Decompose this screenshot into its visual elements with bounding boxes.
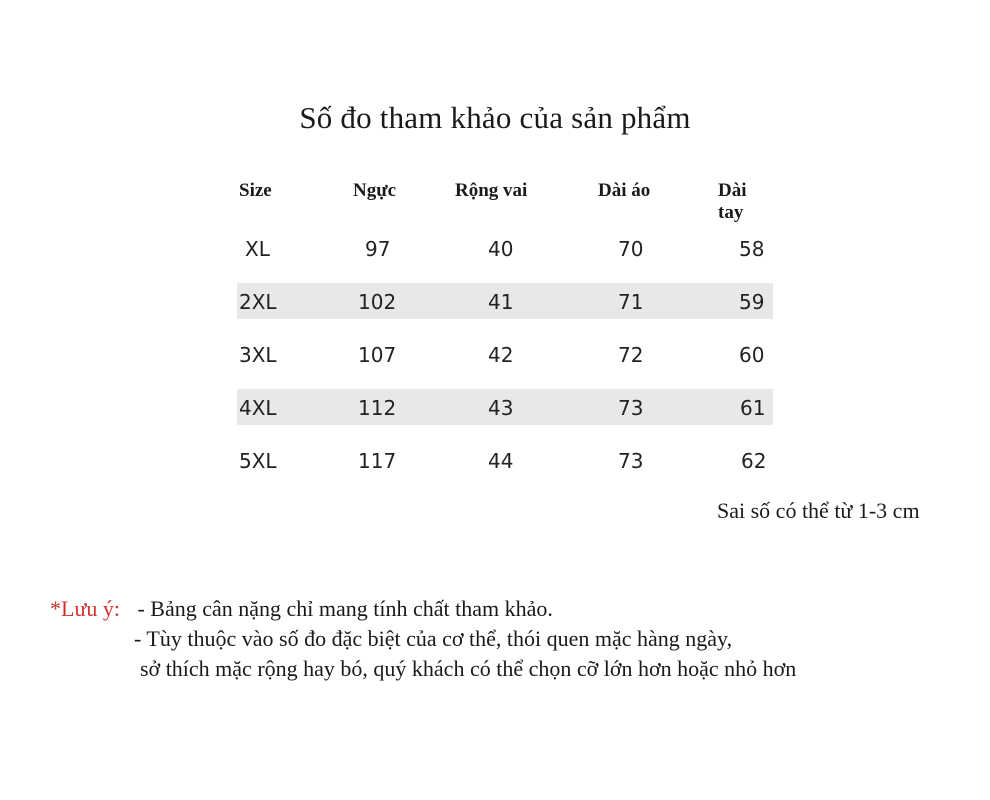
cell-size: XL (245, 237, 270, 261)
header-chest: Ngực (353, 180, 397, 201)
table-row (237, 389, 773, 425)
cell-size: 5XL (239, 449, 277, 473)
header-shoulder: Rộng vai (455, 180, 528, 201)
cell-sleeve: 61 (740, 396, 766, 420)
note-text: - Bảng cân nặng chỉ mang tính chất tham khảo. (137, 596, 553, 621)
table-row (237, 283, 773, 319)
note-line-2: - Tùy thuộc vào số đo đặc biệt của cơ thể, thói quen mặc hàng ngày, (134, 626, 733, 651)
cell-size: 3XL (239, 343, 277, 367)
cell-size: 2XL (239, 290, 277, 314)
size-table (237, 172, 773, 473)
cell-length: 73 (618, 449, 644, 473)
header-length: Dài áo (598, 180, 651, 201)
table-row (237, 442, 773, 478)
cell-length: 71 (618, 290, 644, 314)
cell-size: 4XL (239, 396, 277, 420)
cell-shoulder: 40 (488, 237, 514, 261)
cell-sleeve: 60 (739, 343, 765, 367)
table-row (237, 336, 773, 372)
table-header (237, 172, 773, 223)
page-title: Số đo tham khảo của sản phẩm (299, 100, 691, 135)
cell-length: 70 (618, 237, 644, 261)
cell-shoulder: 42 (488, 343, 514, 367)
cell-chest: 112 (358, 396, 397, 420)
cell-shoulder: 43 (488, 396, 514, 420)
cell-sleeve: 62 (741, 449, 767, 473)
cell-chest: 117 (358, 449, 397, 473)
header-size: Size (239, 180, 272, 201)
note-label: *Lưu ý: (50, 596, 120, 621)
cell-chest: 107 (358, 343, 397, 367)
note-line-1 (50, 594, 796, 624)
cell-chest: 97 (365, 237, 391, 261)
note-block (50, 594, 796, 684)
cell-sleeve: 58 (739, 237, 765, 261)
cell-length: 72 (618, 343, 644, 367)
cell-chest: 102 (358, 290, 397, 314)
note-line-3: sở thích mặc rộng hay bó, quý khách có thể chọn cỡ lớn hơn hoặc nhỏ hơn (140, 656, 797, 681)
cell-shoulder: 41 (488, 290, 514, 314)
table-row (237, 230, 773, 266)
cell-length: 73 (618, 396, 644, 420)
cell-sleeve: 59 (739, 290, 765, 314)
header-sleeve: Dài tay (718, 180, 747, 223)
cell-shoulder: 44 (488, 449, 514, 473)
tolerance-note: Sai số có thể từ 1-3 cm (717, 498, 920, 523)
